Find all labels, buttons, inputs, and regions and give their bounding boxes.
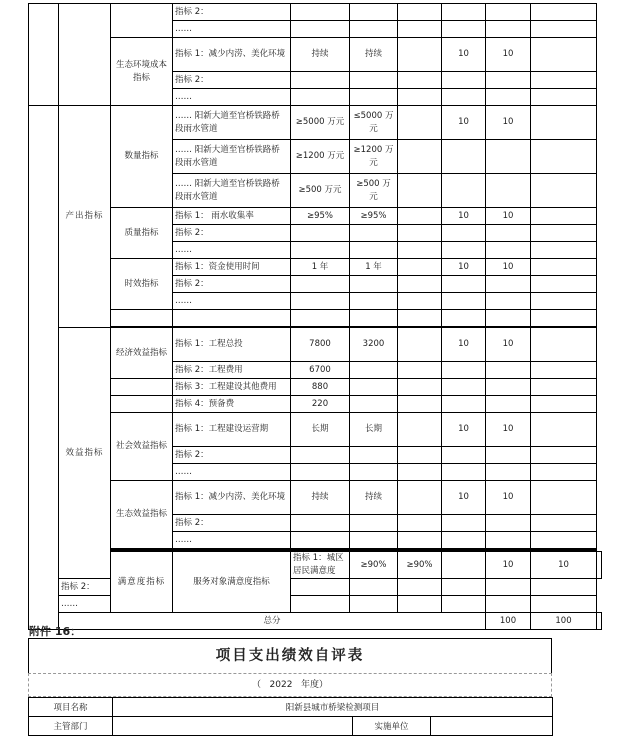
score-cell: 10 [486,106,531,140]
target-cell: ≥90% [350,552,398,579]
table-row [29,552,602,579]
score-cell: 10 [486,413,531,447]
indicator-cell: …… [59,596,111,613]
target-cell: ≥95% [291,208,350,225]
target-cell: 220 [291,396,350,413]
subcategory-quantity: 数量指标 [111,106,173,208]
indicator-cell: 指标 2： [173,225,291,242]
weight-cell: 10 [442,328,486,362]
total-score: 100 [531,613,597,630]
total-weight: 100 [486,613,531,630]
score-cell: 10 [486,328,531,362]
weight-cell: 10 [442,259,486,276]
indicator-cell: 指标 2：工程费用 [173,362,291,379]
actual-cell: ≥1200 万元 [350,140,398,174]
indicator-cell: 指标 1： 雨水收集率 [173,208,291,225]
table-row [29,481,602,515]
indicator-cell: 指标 4：预备费 [173,396,291,413]
table-row [29,698,553,717]
target-cell: 6700 [291,362,350,379]
table-row [29,717,553,736]
blank-cell [111,396,173,413]
indicator-cell: …… [173,464,291,481]
blank-cell [59,4,111,106]
target-cell: 7800 [291,328,350,362]
self-evaluation-form [28,638,552,736]
target-cell: 持续 [291,38,350,72]
project-info-table [28,697,553,736]
blank-cell [111,379,173,396]
project-label: 项目名称 [29,698,113,717]
score-cell: 10 [531,552,597,579]
actual-cell: 长期 [350,413,398,447]
table-row [29,38,602,72]
table-row [29,310,602,327]
impl-value [431,717,553,736]
indicator-cell: …… 阳新大道至官桥铁路桥段雨水管道 [173,140,291,174]
indicator-cell: 指标 1：减少内涝、美化环境 [173,38,291,72]
indicator-cell: …… 阳新大道至官桥铁路桥段雨水管道 [173,106,291,140]
blank-cell [111,310,173,327]
impl-label: 实施单位 [353,717,431,736]
target-cell: ≥500 万元 [291,174,350,208]
indicator-cell: 指标 3：工程建设其他费用 [173,379,291,396]
weight-cell: 10 [442,106,486,140]
indicator-cell: 指标 1：城区居民满意度 [291,552,350,579]
table-row [29,4,602,21]
blank-cell [111,4,173,38]
category-satisfaction: 满意度指标 [111,552,173,613]
attachment-label: 附件 16： [29,625,82,638]
indicator-cell: 指标 2： [173,515,291,532]
indicator-cell: 指标 2： [173,72,291,89]
subcategory-service: 服务对象满意度指标 [173,552,291,613]
indicator-cell: …… [173,532,291,549]
indicator-cell: 指标 1：资金使用时间 [173,259,291,276]
subcategory-time: 时效指标 [111,259,173,310]
score-cell: 10 [486,38,531,72]
score-cell: 10 [486,259,531,276]
actual-cell: 持续 [350,481,398,515]
year-value: 2022 [269,680,293,690]
indicator-cell: 指标 2： [173,4,291,21]
indicator-cell: …… [173,242,291,259]
subcategory-eco-cost: 生态环境成本指标 [111,38,173,106]
indicator-cell: …… [173,89,291,106]
indicator-cell: …… [173,21,291,38]
weight-cell: 10 [442,208,486,225]
indicator-cell: …… [173,293,291,310]
target-cell: 1 年 [291,259,350,276]
performance-indicator-table [28,3,602,630]
target-cell: ≥5000 万元 [291,106,350,140]
indicator-cell: 指标 2： [173,447,291,464]
table-row [29,106,602,140]
actual-cell: 3200 [350,328,398,362]
category-benefit: 效益指标 [59,328,111,579]
total-label: 总分 [59,613,486,630]
year-line: （ 2022 年度） [28,673,552,697]
score-cell: 10 [486,481,531,515]
dept-label: 主管部门 [29,717,113,736]
indicator-cell: 指标 2： [173,276,291,293]
subcategory-economic: 经济效益指标 [111,328,173,379]
blank-cell [29,106,59,630]
actual-cell: 1 年 [350,259,398,276]
target-cell: 长期 [291,413,350,447]
subcategory-social: 社会效益指标 [111,413,173,481]
indicator-cell: 指标 1：减少内涝、美化环境 [173,481,291,515]
subcategory-quality: 质量指标 [111,208,173,259]
target-cell: 持续 [291,481,350,515]
subcategory-ecological: 生态效益指标 [111,481,173,549]
table-row [29,379,602,396]
actual-cell: ≥95% [350,208,398,225]
indicator-cell: …… 阳新大道至官桥铁路桥段雨水管道 [173,174,291,208]
target-cell: 880 [291,379,350,396]
weight-cell: 10 [442,38,486,72]
indicator-cell: 指标 1：工程总投 [173,328,291,362]
actual-cell: ≥90% [398,552,442,579]
actual-cell: ≤5000 万元 [350,106,398,140]
weight-cell: 10 [486,552,531,579]
score-cell: 10 [486,208,531,225]
weight-cell: 10 [442,413,486,447]
table-row [29,208,602,225]
table-row [29,259,602,276]
blank-cell [29,4,59,106]
dept-value [113,717,353,736]
table-row [29,396,602,413]
weight-cell: 10 [442,481,486,515]
table-row [29,328,602,362]
actual-cell: 持续 [350,38,398,72]
actual-cell: ≥500 万元 [350,174,398,208]
form-title: 项目支出绩效自评表 [28,638,552,673]
total-row [29,613,602,630]
project-name: 阳新县城市桥梁检测项目 [113,698,553,717]
target-cell: ≥1200 万元 [291,140,350,174]
table-row [29,413,602,447]
indicator-cell: 指标 1：工程建设运营期 [173,413,291,447]
indicator-cell: 指标 2： [59,579,111,596]
category-output: 产出指标 [59,106,111,328]
